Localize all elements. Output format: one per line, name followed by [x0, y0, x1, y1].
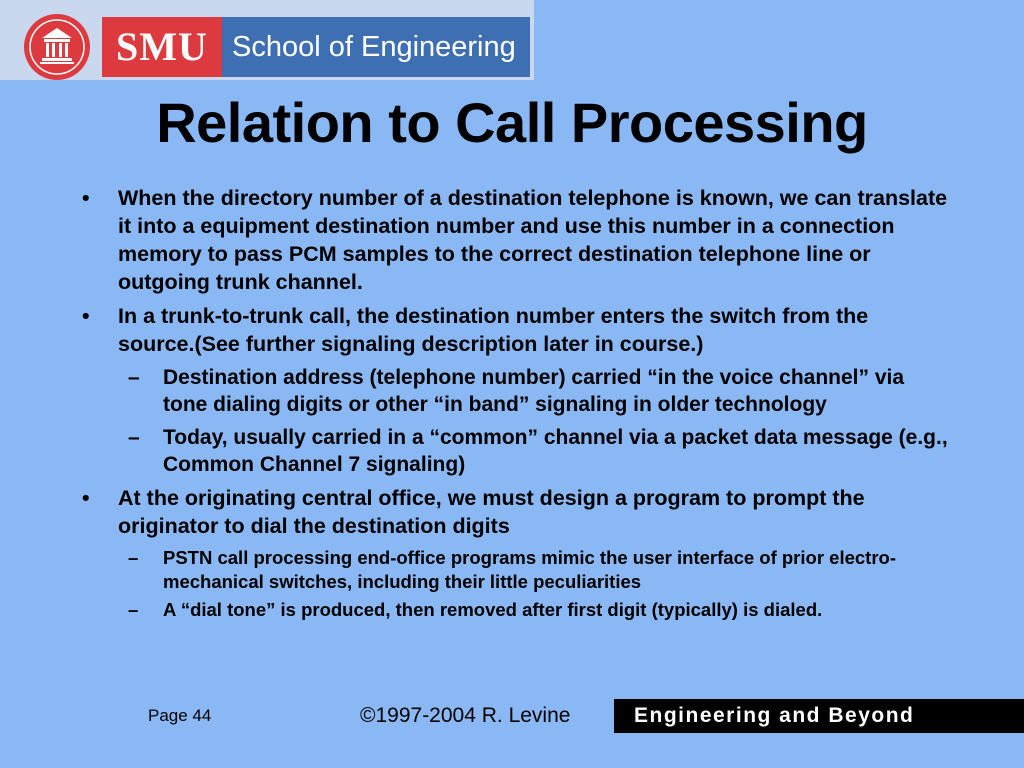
- bullet-mark: •: [82, 304, 90, 328]
- bullet-item: [78, 484, 948, 540]
- dash-mark: –: [128, 547, 139, 568]
- sub-bullet-text: A “dial tone” is produced, then removed after first digit (typically) is dialed.: [163, 599, 823, 620]
- sub-bullet-item: [78, 424, 948, 478]
- school-logo-box: [222, 17, 530, 77]
- bullet-text: In a trunk-to-trunk call, the destination number enters the switch from the source.(See further signaling description later in course.): [118, 304, 869, 356]
- slide-content: [78, 184, 948, 626]
- page-number: Page 44: [148, 706, 212, 725]
- sub-bullet-item: [78, 546, 948, 594]
- dash-mark: –: [128, 366, 140, 389]
- smu-logo-text: SMU: [116, 24, 208, 69]
- smu-logo-box: [102, 17, 222, 77]
- header-banner: [0, 0, 534, 80]
- bullet-text: At the originating central office, we must design a program to prompt the originator to dial the destination digits: [118, 486, 865, 538]
- bullet-mark: •: [82, 186, 90, 210]
- sub-bullet-item: [78, 598, 948, 622]
- tagline-text: Engineering and Beyond: [634, 704, 915, 727]
- bullet-item: [78, 302, 948, 358]
- sub-bullet-item: [78, 364, 948, 418]
- bullet-item: [78, 184, 948, 296]
- school-logo-text: School of Engineering: [232, 30, 516, 63]
- university-seal-icon: [22, 12, 92, 82]
- sub-bullet-text: PSTN call processing end-office programs mimic the user interface of prior electro-mechanical switches, including their little peculiarities: [163, 547, 896, 592]
- bullet-mark: •: [82, 486, 90, 510]
- sub-bullet-text: Today, usually carried in a “common” channel via a packet data message (e.g., Common Channel 7 signaling): [163, 426, 948, 476]
- sub-bullet-text: Destination address (telephone number) carried “in the voice channel” via tone dialing digits or other “in band” signaling in older technology: [163, 366, 905, 416]
- slide-title: Relation to Call Processing: [156, 91, 868, 154]
- copyright-text: ©1997-2004 R. Levine: [360, 704, 571, 727]
- dash-mark: –: [128, 426, 140, 449]
- dash-mark: –: [128, 599, 139, 620]
- bullet-text: When the directory number of a destination telephone is known, we can translate it into a equipment destination number and use this number in a connection memory to pass PCM samples to the correct destination telephone line or outgoing trunk channel.: [118, 186, 948, 294]
- tagline-banner: [614, 699, 1024, 733]
